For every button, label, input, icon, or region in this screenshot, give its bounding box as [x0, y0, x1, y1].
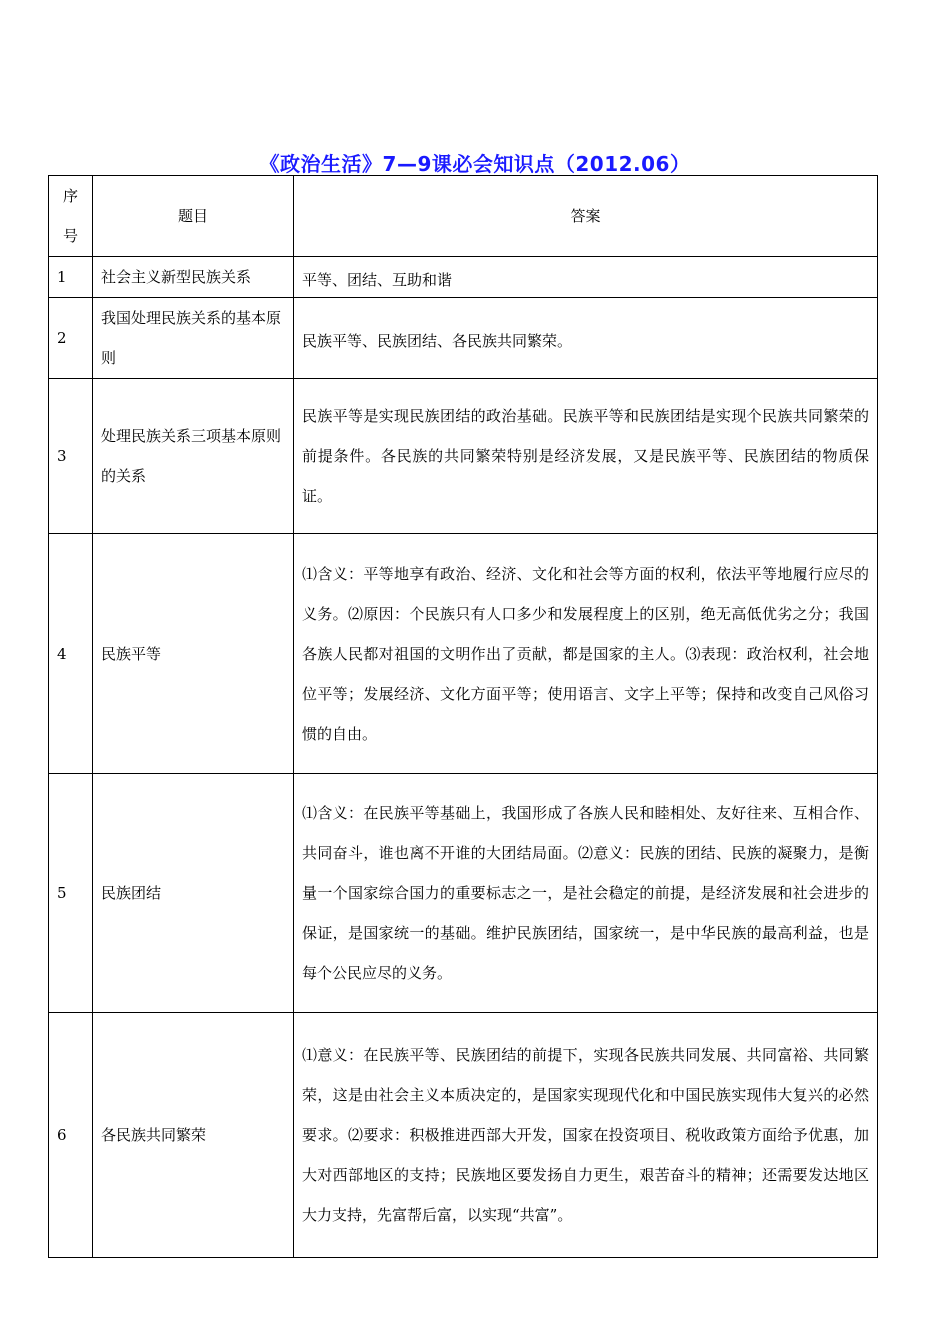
row-topic: 社会主义新型民族关系: [93, 257, 294, 298]
row-answer: 平等、团结、互助和谐: [294, 257, 878, 298]
row-answer: 民族平等是实现民族团结的政治基础。民族平等和民族团结是实现个民族共同繁荣的前提条件。各民族的共同繁荣特别是经济发展，又是民族平等、民族团结的物质保证。: [294, 379, 878, 534]
row-answer: ⑴含义：平等地享有政治、经济、文化和社会等方面的权利，依法平等地履行应尽的义务。⑵原因：个民族只有人口多少和发展程度上的区别，绝无高低优劣之分；我国各族人民都对祖国的文明作出了贡献，都是国家的主人。⑶表现：政治权利，社会地位平等；发展经济、文化方面平等；使用语言、文字上平等；保持和改变自己风俗习惯的自由。: [294, 534, 878, 774]
row-number: 2: [49, 298, 93, 379]
row-topic: 各民族共同繁荣: [93, 1013, 294, 1258]
row-answer: 民族平等、民族团结、各民族共同繁荣。: [294, 298, 878, 379]
row-number: 6: [49, 1013, 93, 1258]
table-row: [49, 298, 878, 379]
row-number: 3: [49, 379, 93, 534]
header-answer: 答案: [294, 176, 878, 257]
table-row: [49, 774, 878, 1013]
row-topic: 我国处理民族关系的基本原则: [93, 298, 294, 379]
page-title: 《政治生活》7—9课必会知识点（2012.06）: [259, 152, 691, 176]
row-topic: 民族平等: [93, 534, 294, 774]
table-row: [49, 1013, 878, 1258]
table-header-row: [49, 176, 878, 257]
row-number: 4: [49, 534, 93, 774]
table-row: [49, 379, 878, 534]
table-row: [49, 257, 878, 298]
row-topic: 民族团结: [93, 774, 294, 1013]
row-answer: ⑴意义：在民族平等、民族团结的前提下，实现各民族共同发展、共同富裕、共同繁荣，这是由社会主义本质决定的，是国家实现现代化和中国民族实现伟大复兴的必然要求。⑵要求：积极推进西部大开发，国家在投资项目、税收政策方面给予优惠，加大对西部地区的支持；民族地区要发扬自力更生，艰苦奋斗的精神；还需要发达地区大力支持，先富帮后富，以实现“共富”。: [294, 1013, 878, 1258]
row-number: 1: [49, 257, 93, 298]
row-answer: ⑴含义：在民族平等基础上，我国形成了各族人民和睦相处、友好往来、互相合作、共同奋斗，谁也离不开谁的大团结局面。⑵意义：民族的团结、民族的凝聚力，是衡量一个国家综合国力的重要标志之一，是社会稳定的前提，是经济发展和社会进步的保证，是国家统一的基础。维护民族团结，国家统一，是中华民族的最高利益，也是每个公民应尽的义务。: [294, 774, 878, 1013]
row-topic: 处理民族关系三项基本原则的关系: [93, 379, 294, 534]
table-row: [49, 534, 878, 774]
header-topic: 题目: [93, 176, 294, 257]
header-number: 序号: [49, 176, 93, 257]
knowledge-table: [48, 175, 878, 1258]
row-number: 5: [49, 774, 93, 1013]
